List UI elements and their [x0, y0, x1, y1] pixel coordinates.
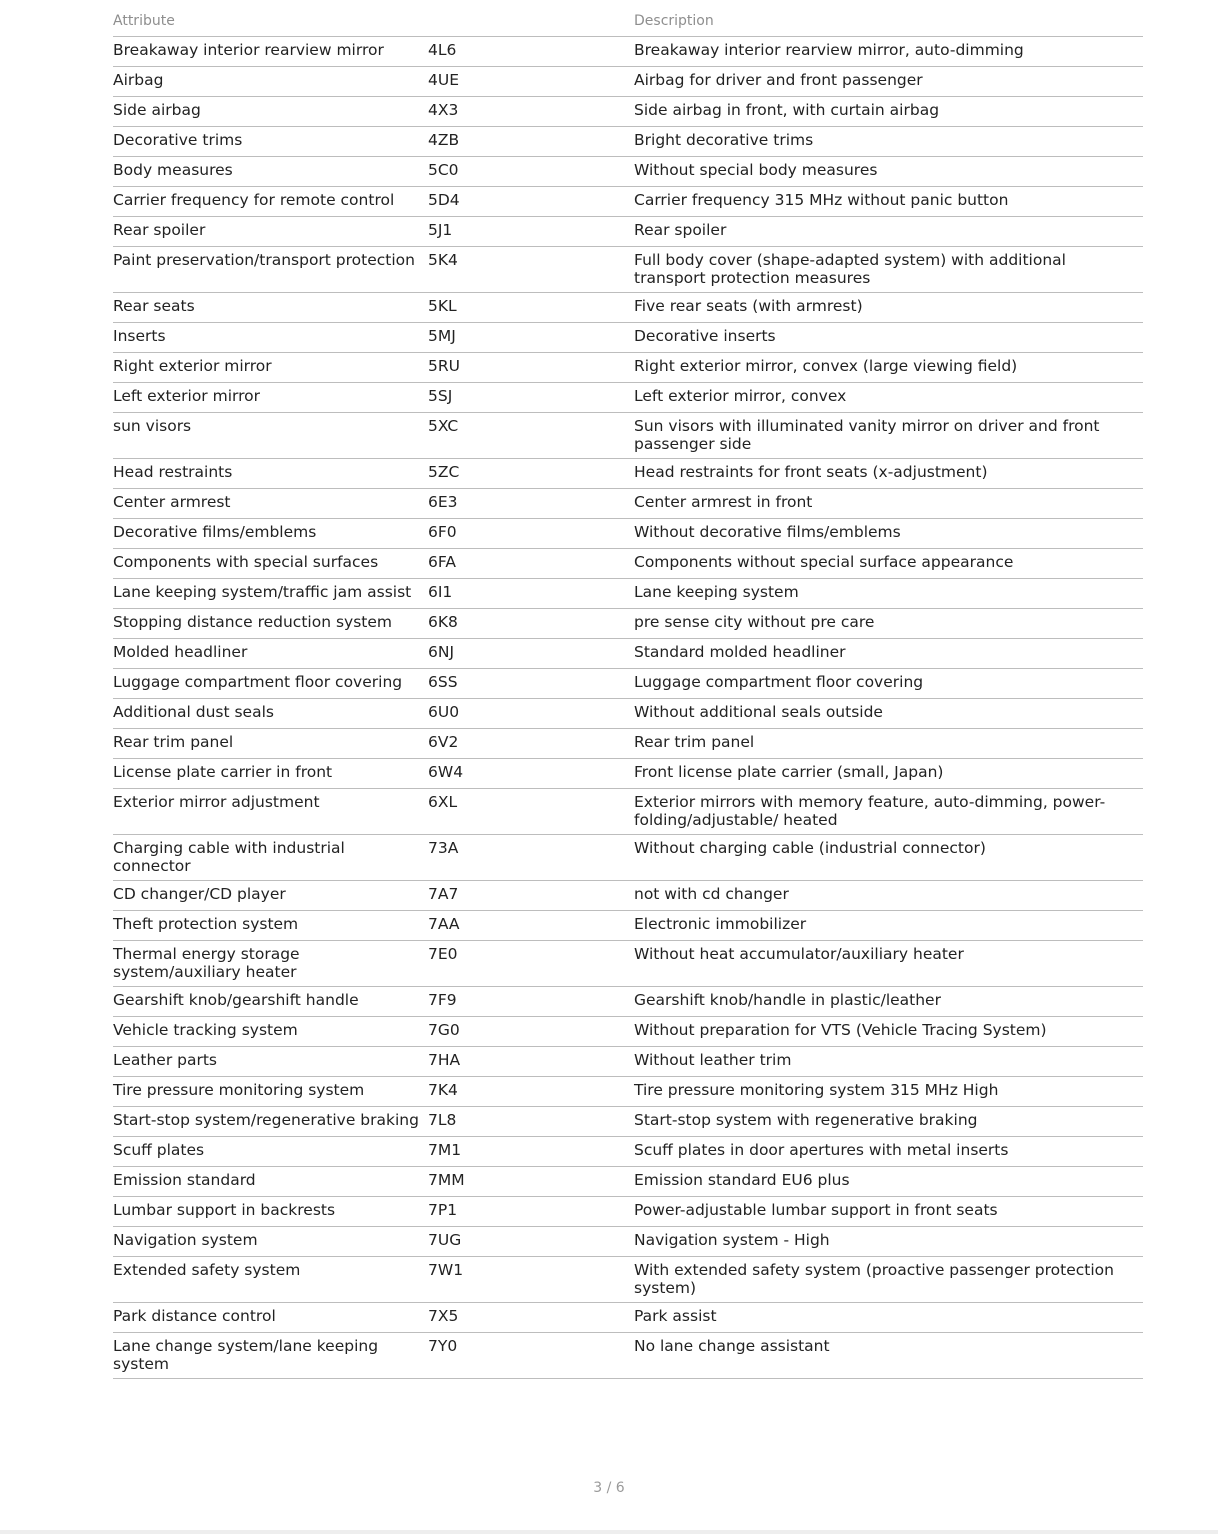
cell-code: 7K4: [428, 1077, 634, 1107]
cell-attribute: Carrier frequency for remote control: [113, 187, 428, 217]
cell-description: Without leather trim: [634, 1047, 1143, 1077]
cell-description: Luggage compartment floor covering: [634, 669, 1143, 699]
equipment-table: [113, 8, 1143, 1379]
cell-attribute: Vehicle tracking system: [113, 1017, 428, 1047]
cell-description: not with cd changer: [634, 881, 1143, 911]
cell-description: With extended safety system (proactive passenger protection system): [634, 1257, 1143, 1303]
cell-attribute: Extended safety system: [113, 1257, 428, 1303]
cell-attribute: Paint preservation/transport protection: [113, 247, 428, 293]
cell-description: Without additional seals outside: [634, 699, 1143, 729]
table-row: [113, 323, 1143, 353]
table-row: [113, 1333, 1143, 1379]
cell-attribute: Additional dust seals: [113, 699, 428, 729]
cell-description: Without heat accumulator/auxiliary heater: [634, 941, 1143, 987]
table-row: [113, 157, 1143, 187]
cell-description: Breakaway interior rearview mirror, auto-dimming: [634, 37, 1143, 67]
cell-attribute: sun visors: [113, 413, 428, 459]
cell-attribute: Stopping distance reduction system: [113, 609, 428, 639]
cell-code: 5ZC: [428, 459, 634, 489]
cell-code: 6W4: [428, 759, 634, 789]
cell-code: 6F0: [428, 519, 634, 549]
cell-code: 4X3: [428, 97, 634, 127]
table-row: [113, 519, 1143, 549]
table-row: [113, 1047, 1143, 1077]
table-row: [113, 1257, 1143, 1303]
cell-code: 7G0: [428, 1017, 634, 1047]
table-row: [113, 639, 1143, 669]
cell-description: No lane change assistant: [634, 1333, 1143, 1379]
table-row: [113, 127, 1143, 157]
cell-code: 5D4: [428, 187, 634, 217]
cell-attribute: Center armrest: [113, 489, 428, 519]
cell-code: 6E3: [428, 489, 634, 519]
cell-description: Gearshift knob/handle in plastic/leather: [634, 987, 1143, 1017]
table-row: [113, 1197, 1143, 1227]
table-row: [113, 1107, 1143, 1137]
cell-code: 7AA: [428, 911, 634, 941]
cell-description: Rear spoiler: [634, 217, 1143, 247]
cell-description: Right exterior mirror, convex (large viewing field): [634, 353, 1143, 383]
cell-attribute: Luggage compartment floor covering: [113, 669, 428, 699]
table-row: [113, 579, 1143, 609]
cell-code: 6K8: [428, 609, 634, 639]
cell-attribute: Inserts: [113, 323, 428, 353]
table-row: [113, 489, 1143, 519]
cell-attribute: Body measures: [113, 157, 428, 187]
column-header-code: [428, 8, 634, 37]
cell-attribute: Start-stop system/regenerative braking: [113, 1107, 428, 1137]
cell-description: Emission standard EU6 plus: [634, 1167, 1143, 1197]
column-header-attribute: Attribute: [113, 8, 428, 37]
table-row: [113, 413, 1143, 459]
table-row: [113, 1167, 1143, 1197]
cell-attribute: Breakaway interior rearview mirror: [113, 37, 428, 67]
table-row: [113, 789, 1143, 835]
cell-description: Power-adjustable lumbar support in front seats: [634, 1197, 1143, 1227]
cell-code: 5K4: [428, 247, 634, 293]
cell-code: 7MM: [428, 1167, 634, 1197]
cell-code: 7W1: [428, 1257, 634, 1303]
cell-attribute: Left exterior mirror: [113, 383, 428, 413]
cell-attribute: Components with special surfaces: [113, 549, 428, 579]
table-row: [113, 941, 1143, 987]
table-row: [113, 669, 1143, 699]
cell-code: 6XL: [428, 789, 634, 835]
cell-attribute: Tire pressure monitoring system: [113, 1077, 428, 1107]
cell-code: 5KL: [428, 293, 634, 323]
table-row: [113, 759, 1143, 789]
cell-description: Airbag for driver and front passenger: [634, 67, 1143, 97]
cell-description: Start-stop system with regenerative braking: [634, 1107, 1143, 1137]
table-row: [113, 911, 1143, 941]
cell-code: 7HA: [428, 1047, 634, 1077]
table-row: [113, 1017, 1143, 1047]
cell-attribute: Gearshift knob/gearshift handle: [113, 987, 428, 1017]
table-row: [113, 987, 1143, 1017]
cell-code: 6NJ: [428, 639, 634, 669]
cell-code: 7L8: [428, 1107, 634, 1137]
cell-code: 6U0: [428, 699, 634, 729]
cell-description: Scuff plates in door apertures with metal inserts: [634, 1137, 1143, 1167]
cell-attribute: Rear spoiler: [113, 217, 428, 247]
cell-description: Full body cover (shape-adapted system) with additional transport protection measures: [634, 247, 1143, 293]
cell-description: Center armrest in front: [634, 489, 1143, 519]
cell-description: Exterior mirrors with memory feature, auto-dimming, power-folding/adjustable/ heated: [634, 789, 1143, 835]
cell-description: Tire pressure monitoring system 315 MHz High: [634, 1077, 1143, 1107]
page-bottom-edge: [0, 1530, 1218, 1534]
cell-attribute: Rear trim panel: [113, 729, 428, 759]
cell-description: Side airbag in front, with curtain airbag: [634, 97, 1143, 127]
cell-attribute: Leather parts: [113, 1047, 428, 1077]
cell-code: 5MJ: [428, 323, 634, 353]
cell-code: 5C0: [428, 157, 634, 187]
cell-code: 6I1: [428, 579, 634, 609]
cell-attribute: Charging cable with industrial connector: [113, 835, 428, 881]
table-row: [113, 1077, 1143, 1107]
cell-attribute: Theft protection system: [113, 911, 428, 941]
cell-attribute: Rear seats: [113, 293, 428, 323]
cell-attribute: Molded headliner: [113, 639, 428, 669]
cell-code: 73A: [428, 835, 634, 881]
cell-description: Decorative inserts: [634, 323, 1143, 353]
table-row: [113, 609, 1143, 639]
cell-code: 6SS: [428, 669, 634, 699]
cell-code: 7X5: [428, 1303, 634, 1333]
table-row: [113, 835, 1143, 881]
cell-code: 4L6: [428, 37, 634, 67]
cell-description: Left exterior mirror, convex: [634, 383, 1143, 413]
cell-attribute: Scuff plates: [113, 1137, 428, 1167]
table-row: [113, 37, 1143, 67]
table-row: [113, 881, 1143, 911]
cell-attribute: Right exterior mirror: [113, 353, 428, 383]
table-row: [113, 97, 1143, 127]
table-row: [113, 459, 1143, 489]
cell-description: Without charging cable (industrial connector): [634, 835, 1143, 881]
table-row: [113, 549, 1143, 579]
table-row: [113, 67, 1143, 97]
cell-description: Navigation system - High: [634, 1227, 1143, 1257]
table-row: [113, 247, 1143, 293]
table-row: [113, 729, 1143, 759]
table-row: [113, 217, 1143, 247]
cell-attribute: Decorative films/emblems: [113, 519, 428, 549]
cell-description: Sun visors with illuminated vanity mirror on driver and front passenger side: [634, 413, 1143, 459]
cell-attribute: Side airbag: [113, 97, 428, 127]
cell-description: Five rear seats (with armrest): [634, 293, 1143, 323]
cell-code: 5RU: [428, 353, 634, 383]
cell-code: 5SJ: [428, 383, 634, 413]
table-header-row: [113, 8, 1143, 37]
cell-description: Without decorative films/emblems: [634, 519, 1143, 549]
cell-attribute: CD changer/CD player: [113, 881, 428, 911]
table-row: [113, 293, 1143, 323]
cell-code: 6V2: [428, 729, 634, 759]
cell-description: Standard molded headliner: [634, 639, 1143, 669]
cell-code: 4UE: [428, 67, 634, 97]
cell-attribute: Lumbar support in backrests: [113, 1197, 428, 1227]
cell-code: 7A7: [428, 881, 634, 911]
cell-code: 7UG: [428, 1227, 634, 1257]
table-row: [113, 699, 1143, 729]
page-indicator: 3 / 6: [593, 1480, 625, 1496]
cell-description: Bright decorative trims: [634, 127, 1143, 157]
cell-description: Front license plate carrier (small, Japan): [634, 759, 1143, 789]
cell-description: Without special body measures: [634, 157, 1143, 187]
cell-code: 7Y0: [428, 1333, 634, 1379]
cell-code: 7M1: [428, 1137, 634, 1167]
table-row: [113, 1227, 1143, 1257]
cell-attribute: Emission standard: [113, 1167, 428, 1197]
cell-attribute: Exterior mirror adjustment: [113, 789, 428, 835]
cell-attribute: Decorative trims: [113, 127, 428, 157]
table-row: [113, 1303, 1143, 1333]
cell-attribute: Airbag: [113, 67, 428, 97]
cell-attribute: Lane change system/lane keeping system: [113, 1333, 428, 1379]
cell-description: Head restraints for front seats (x-adjustment): [634, 459, 1143, 489]
cell-code: 7E0: [428, 941, 634, 987]
cell-code: 5J1: [428, 217, 634, 247]
table-row: [113, 187, 1143, 217]
cell-attribute: License plate carrier in front: [113, 759, 428, 789]
table-row: [113, 1137, 1143, 1167]
table-body: [113, 37, 1143, 1379]
column-header-description: Description: [634, 8, 1143, 37]
cell-code: 7P1: [428, 1197, 634, 1227]
cell-description: Park assist: [634, 1303, 1143, 1333]
cell-attribute: Lane keeping system/traffic jam assist: [113, 579, 428, 609]
cell-description: Without preparation for VTS (Vehicle Tracing System): [634, 1017, 1143, 1047]
cell-code: 7F9: [428, 987, 634, 1017]
cell-description: pre sense city without pre care: [634, 609, 1143, 639]
cell-description: Lane keeping system: [634, 579, 1143, 609]
cell-code: 6FA: [428, 549, 634, 579]
cell-attribute: Navigation system: [113, 1227, 428, 1257]
cell-code: 5XC: [428, 413, 634, 459]
table-row: [113, 383, 1143, 413]
cell-attribute: Park distance control: [113, 1303, 428, 1333]
cell-description: Carrier frequency 315 MHz without panic button: [634, 187, 1143, 217]
cell-description: Electronic immobilizer: [634, 911, 1143, 941]
cell-attribute: Head restraints: [113, 459, 428, 489]
cell-attribute: Thermal energy storage system/auxiliary heater: [113, 941, 428, 987]
cell-description: Rear trim panel: [634, 729, 1143, 759]
table-row: [113, 353, 1143, 383]
cell-description: Components without special surface appearance: [634, 549, 1143, 579]
cell-code: 4ZB: [428, 127, 634, 157]
